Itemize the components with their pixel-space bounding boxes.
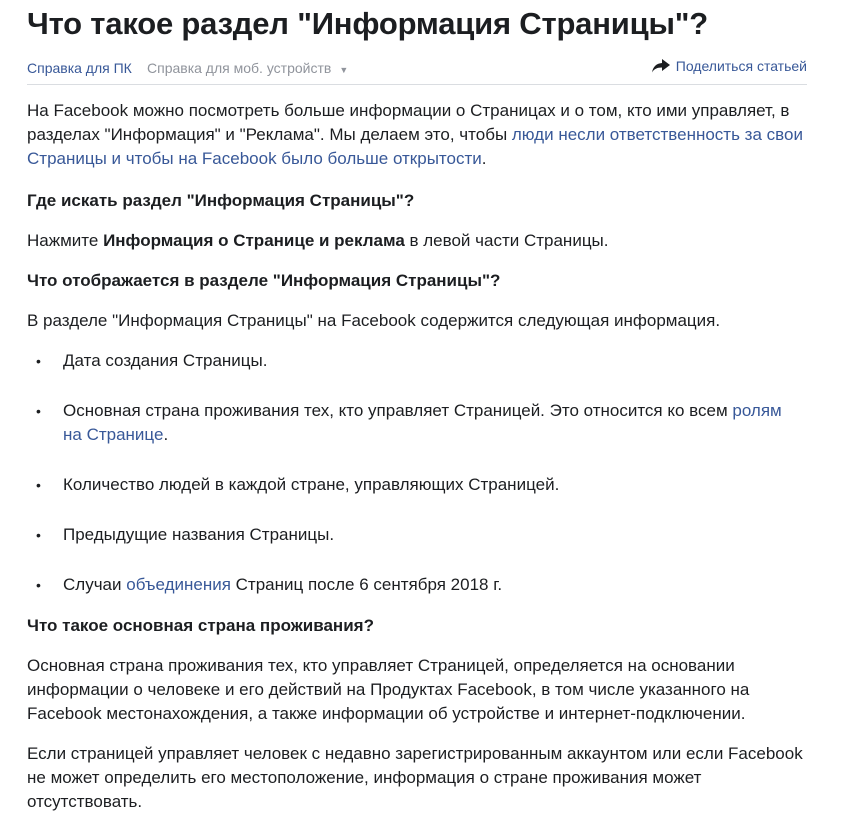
heading-what: Что отображается в разделе "Информация Страницы"? <box>27 271 501 290</box>
bullet: • <box>36 527 41 543</box>
tab-mobile-help-label: Справка для моб. устройств <box>147 60 332 76</box>
intro-text-end: . <box>481 149 487 168</box>
tab-desktop-help[interactable]: Справка для ПК <box>27 60 132 76</box>
page-title: Что такое раздел "Информация Страницы"? <box>27 6 708 41</box>
list-item-text-end: . <box>163 425 169 444</box>
where-paragraph <box>27 229 817 253</box>
list-item-text: Предыдущие названия Страницы. <box>63 525 335 544</box>
country-paragraph-1: Основная страна проживания тех, кто управляет Страницей, определяется на основании информации о человеке и его действий на Продуктах Facebook, в том числе указанного на Facebook местонахождения, а также информации об устройстве и интернет-подключении. <box>27 656 750 723</box>
bullet: • <box>36 477 41 493</box>
what-paragraph: В разделе "Информация Страницы" на Facebook содержится следующая информация. <box>27 311 721 330</box>
share-article-button[interactable] <box>652 58 807 74</box>
bullet: • <box>36 577 41 593</box>
list-item-text: Количество людей в каждой стране, управляющих Страницей. <box>63 475 560 494</box>
accountability-link[interactable]: люди несли ответственность за свои Страницы и чтобы на Facebook было больше открытости <box>27 125 803 168</box>
list-item-text-end: Страниц после 6 сентября 2018 г. <box>230 575 503 594</box>
tab-mobile-help[interactable] <box>147 60 348 76</box>
where-bold-text: Информация о Странице и реклама <box>103 231 405 250</box>
share-article-label: Поделиться статьей <box>675 58 807 74</box>
merge-link[interactable]: объединения <box>126 575 231 594</box>
list-item-text-part: Основная страна проживания тех, кто управляет Страницей. Это относится ко всем <box>63 401 733 420</box>
list-item-text: Дата создания Страницы. <box>63 351 268 370</box>
page-roles-link[interactable]: ролям на Странице <box>63 401 782 444</box>
where-text: Нажмите <box>27 231 104 250</box>
intro-paragraph <box>27 99 817 171</box>
intro-text: На Facebook можно посмотреть больше информации о Страницах и о том, кто ими управляет, в разделах "Информация" и "Реклама". Мы делаем это, чтобы <box>27 101 790 144</box>
bullet: • <box>36 353 41 369</box>
where-text-end: в левой части Страницы. <box>404 231 609 250</box>
help-tabs-bar <box>27 58 807 85</box>
bullet: • <box>36 403 41 419</box>
dropdown-caret-icon: ▼ <box>339 65 349 75</box>
country-paragraph-2: Если страницей управляет человек с недавно зарегистрированным аккаунтом или если Facebook не может определить его местоположение, информация о стране проживания может отсутствовать. <box>27 744 803 811</box>
heading-country: Что такое основная страна проживания? <box>27 616 374 635</box>
list-item-text <box>63 399 803 447</box>
list-item-text-part: Случаи <box>63 575 127 594</box>
list-item-text <box>63 573 803 597</box>
heading-where: Где искать раздел "Информация Страницы"? <box>27 191 415 210</box>
share-arrow-icon <box>652 59 670 73</box>
